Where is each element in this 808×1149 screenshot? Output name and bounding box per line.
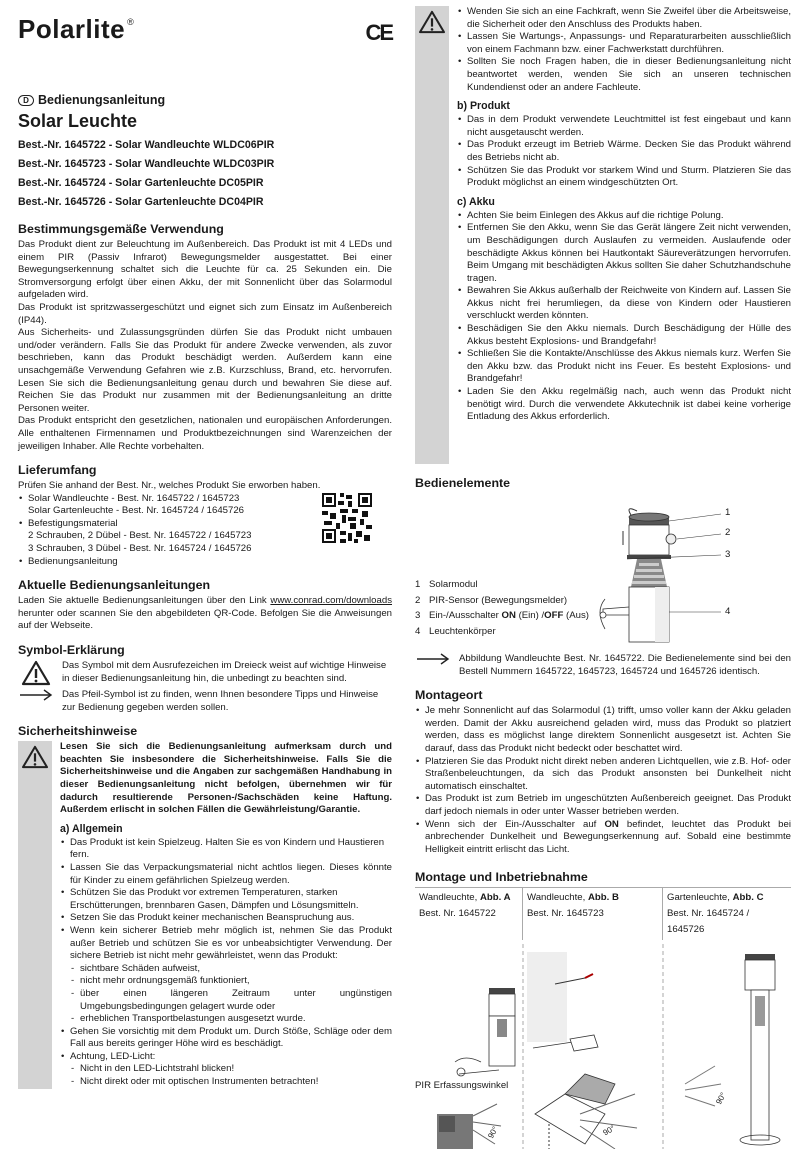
warning-triangle-icon	[21, 660, 51, 686]
symbol-arrow-text: Das Pfeil-Symbol ist zu finden, wenn Ihnen besondere Tipps und Hinweise zur Bedienung gegeben werden sollen.	[62, 689, 379, 713]
controls-caption: Abbildung Wandleuchte Best. Nr. 1645722. Die Bedienelemente sind bei den Bestell Nummern 1645722, 1645723, 1645724 und 1645726 identisch.	[459, 653, 791, 677]
language-badge: D	[18, 95, 34, 106]
arrow-right-icon	[416, 653, 450, 665]
right-column	[415, 6, 791, 1149]
page-title: Solar Leuchte	[18, 111, 138, 131]
arrow-right-icon	[19, 689, 53, 701]
location-heading: Montageort	[415, 688, 483, 703]
mounting-illustrations	[415, 944, 791, 1149]
warning-triangle-icon	[418, 10, 446, 34]
controls-heading: Bedienelemente	[415, 476, 511, 490]
safety-general-heading: a) Allgemein	[60, 822, 123, 835]
delivery-heading: Lieferumfang	[18, 463, 97, 478]
ce-mark: CE	[365, 20, 392, 45]
delivery-intro: Prüfen Sie anhand der Best. Nr., welches Produkt Sie erworben haben.	[18, 480, 321, 492]
usage-p1: Das Produkt dient zur Beleuchtung im Außenbereich. Das Produkt ist mit 4 LEDs und einem PIR (Passiv Infrarot) Bewegungsmelder ausgestattet. Bei einer Bewegungserkennung schaltet sich die Leuchte für ca. 25 Sekunden ein. Die Stromversorgung erfolgt über einen Akku, der mit Sonnenlicht über das Solarmodul aufgeladen wird.	[18, 239, 392, 301]
safety-product-list: • Das in dem Produkt verwendete Leuchtmittel ist fest eingebaut und kann nicht ausgetauscht werden. • Das Produkt erzeugt im Betrieb Wärme. Decken Sie das Produkt während des Betriebs nicht ab. • Schützen Sie das Produkt vor starkem Wind und Sturm. Platzieren Sie das Produkt möglichst an einem windgeschützten Ort.	[457, 114, 791, 190]
controls-figure	[415, 493, 791, 653]
angle-label-a: 90°	[486, 1125, 500, 1141]
safety-product-heading: b) Produkt	[457, 100, 510, 113]
symbol-warning-text: Das Symbol mit dem Ausrufezeichen im Dreieck weist auf wichtige Hinweise in dieser Bedienungsanleitung hin, die unbedingt zu beachten sind.	[62, 660, 387, 684]
current-manuals-heading: Aktuelle Bedienungsanleitungen	[18, 578, 211, 593]
angle-label-b: 90°	[601, 1123, 617, 1138]
pir-angle-label: PIR Erfassungswinkel	[415, 1080, 509, 1092]
callout-4: 4	[725, 606, 731, 617]
safety-warning-bar-right	[415, 6, 449, 464]
safety-general-list: • Das Produkt ist kein Spielzeug. Halten Sie es von Kindern und Haustieren fern. • Lassen Sie das Verpackungsmaterial nicht achtlos liegen. Dieses könnte für Kinder zu einem gefährlichen Spielzeug werden. • Schützen Sie das Produkt vor extremen Temperaturen, starken Erschütterungen, brennbaren Gasen, Dämpfen und Lösungsmitteln. • Setzen Sie das Produkt keiner mechanischen Beanspruchung aus. • Wenn kein sicherer Betrieb mehr möglich ist, nehmen Sie das Produkt außer Betrieb und schützen Sie es vor unbeabsichtigter Verwendung. Der sichere Betrieb ist nicht mehr gewährleistet, wenn das Produkt: - sichtbare Schäden aufweist, - nicht mehr ordnungsgemäß funktioniert, - über einen längeren Zeitraum unter ungünstigen Umgebungsbedingungen gelagert wurde oder - erheblichen Transportbelastungen ausgesetzt wurde. • Gehen Sie vorsichtig mit dem Produkt um. Durch Stöße, Schläge oder dem Fall aus bereits geringer Höhe wird es beschädigt. • Achtung, LED-Licht: - Nicht in den LED-Lichtstrahl blicken! - Nicht direkt oder mit optischen Instrumenten betrachten!	[60, 837, 392, 1089]
usage-heading: Bestimmungsgemäße Verwendung	[18, 222, 224, 236]
safety-cont-list: • Wenden Sie sich an eine Fachkraft, wenn Sie Zweifel über die Arbeitsweise, die Sicherheit oder den Anschluss des Produkts haben. • Lassen Sie Wartungs-, Anpassungs- und Reparaturarbeiten ausschließlich von einem Fachmann bzw. einer Fachwerkstatt durchführen. • Sollten Sie noch Fragen haben, die in dieser Bedienungsanleitung nicht beantwortet werden, wenden Sie sich an unseren technischen Kundendienst oder an andere Fachleute.	[457, 6, 791, 94]
safety-intro: Lesen Sie sich die Bedienungsanleitung aufmerksam durch und beachten Sie insbesondere die Sicherheitshinweise. Falls Sie die Sicherheitshinweise und die Angaben zur sachgemäßen Handhabung in dieser Bedienungsanleitung nicht befolgen, übernehmen wir für dadurch resultierende Personen-/Sachschäden keine Haftung. Außerdem erlischt in solchen Fällen die Gewährleistung/Garantie.	[60, 741, 392, 816]
safety-heading: Sicherheitshinweise	[18, 724, 138, 739]
manual-label: D Bedienungsanleitung	[18, 93, 392, 107]
usage-p3: Aus Sicherheits- und Zulassungsgründen dürfen Sie das Produkt nicht umbauen und/oder verändern. Falls Sie das Produkt für andere Zwecke verwenden, als zuvor beschrieben, kann das Produkt beschädigt werden. Außerdem kann eine unsachgemäße Verwendung Gefahren wie z.B. Kurzschluss, Brand, etc. hervorrufen. Lesen Sie sich die Bedienungsanleitung genau durch und bewahren Sie diese auf. Reichen Sie das Produkt nur zusammen mit der Bedienungsanleitung an dritte Personen weiter.	[18, 327, 392, 414]
callout-1: 1	[725, 507, 731, 518]
current-manuals-text: Laden Sie aktuelle Bedienungsanleitungen über den Link www.conrad.com/downloads herunter oder scannen Sie den abgebildeten QR-Code. Befolgen Sie die Anweisungen auf der Webseite.	[18, 595, 392, 632]
safety-warning-bar	[18, 741, 52, 1088]
left-column	[18, 14, 392, 1089]
symbols-heading: Symbol-Erklärung	[18, 643, 125, 658]
mounting-col-a: Wandleuchte, Abb. A Best. Nr. 1645722	[415, 888, 523, 940]
mounting-figures	[415, 944, 791, 1149]
warning-triangle-icon	[21, 745, 49, 769]
callout-2: 2	[725, 527, 731, 538]
delivery-list: • Solar Wandleuchte - Best. Nr. 1645722 / 1645723 Solar Gartenleuchte - Best. Nr. 1645724 / 1645726 • Befestigungsmaterial 2 Schrauben, 2 Dübel - Best. Nr. 1645722 / 1645723 3 Schrauben, 3 Dübel - Best. Nr. 1645724 / 1645726 • Bedienungsanleitung	[18, 493, 392, 569]
mounting-heading: Montage und Inbetriebnahme	[415, 870, 588, 885]
mounting-table	[415, 887, 791, 940]
usage-p2: Das Produkt ist spritzwassergeschützt und eignet sich zum Einsatz im Außenbereich (IP44).	[18, 301, 392, 326]
order-numbers: Best.-Nr. 1645722 - Solar Wandleuchte WLDC06PIR Best.-Nr. 1645723 - Solar Wandleuchte WLDC03PIR Best.-Nr. 1645724 - Solar Gartenleuchte DC05PIR Best.-Nr. 1645726 - Solar Gartenleuchte DC04PIR	[18, 139, 275, 208]
mounting-col-c: Gartenleuchte, Abb. C Best. Nr. 1645724 / 1645726	[667, 892, 764, 936]
safety-battery-heading: c) Akku	[457, 195, 495, 208]
brand-logo: Polarlite ®	[18, 14, 135, 44]
location-list: • Je mehr Sonnenlicht auf das Solarmodul (1) trifft, umso voller kann der Akku geladen werden. Damit der Akku ausreichend geladen wird, muss das Produkt so platziert werden, dass es möglichst lange direktem Sonnenlicht ausgesetzt ist. Achten Sie darauf, dass das Produkt nicht bedeckt oder beschattet wird. • Platzieren Sie das Produkt nicht direkt neben anderen Lichtquellen, wie z.B. Hof- oder Straßenbeleuchtungen, da sich das Produkt ansonsten bei Dunkelheit nicht automatisch einschaltet. • Das Produkt ist zum Betrieb im ungeschützten Außenbereich geeignet. Das Produkt darf jedoch niemals in oder unter Wasser betrieben werden. • Wenn sich der Ein-/Ausschalter auf ON befindet, leuchtet das Produkt bei anbrechender Dunkelheit und Bewegungserkennung auf. Sobald eine bestimmte Helligkeit eintritt erlischt das Licht.	[415, 705, 791, 856]
safety-battery-list: • Achten Sie beim Einlegen des Akkus auf die richtige Polung. • Entfernen Sie den Akku, wenn Sie das Gerät längere Zeit nicht verwenden, um Beschädigungen durch Auslaufen zu vermeiden. Auslaufende oder beschädigte Akkus können bei Hautkontakt Säureverätzungen hervorrufen. Beim Umgang mit beschädigten Akkus sollten Sie daher Schutzhandschuhe tragen. • Bewahren Sie Akkus außerhalb der Reichweite von Kindern auf. Lassen Sie Akkus nicht frei herumliegen, da diese von Kindern oder Haustieren verschluckt werden könnten. • Beschädigen Sie den Akku niemals. Durch Beschädigung der Hülle des Akkus besteht Explosions- und Brandgefahr! • Schließen Sie die Kontakte/Anschlüsse des Akkus niemals kurz. Werfen Sie den Akku bzw. das Produkt nicht ins Feuer. Es besteht Explosions- und Brandgefahr! • Laden Sie den Akku regelmäßig nach, auch wenn das Produkt nicht benötigt wird. Durch die verwendete Akkutechnik ist dabei keine vorherige Entladung des Akkus erforderlich.	[457, 210, 791, 424]
controls-legend: 1 Solarmodul 2 PIR-Sensor (Bewegungsmelder) 3 Ein-/Ausschalter ON (Ein) /OFF (Aus) 4 Leuchtenkörper	[415, 579, 589, 637]
download-link[interactable]: www.conrad.com/downloads	[270, 595, 392, 607]
mounting-col-b: Wandleuchte, Abb. B Best. Nr. 1645723	[523, 888, 663, 940]
usage-p4: Das Produkt entspricht den gesetzlichen, nationalen und europäischen Anforderungen. Alle enthaltenen Firmennamen und Produktbezeichnungen sind Warenzeichen der jeweiligen Inhaber. Alle Rechte vorbehalten.	[18, 415, 392, 452]
callout-3: 3	[725, 549, 731, 560]
qr-code	[322, 493, 372, 543]
angle-label-c: 90°	[714, 1091, 728, 1107]
